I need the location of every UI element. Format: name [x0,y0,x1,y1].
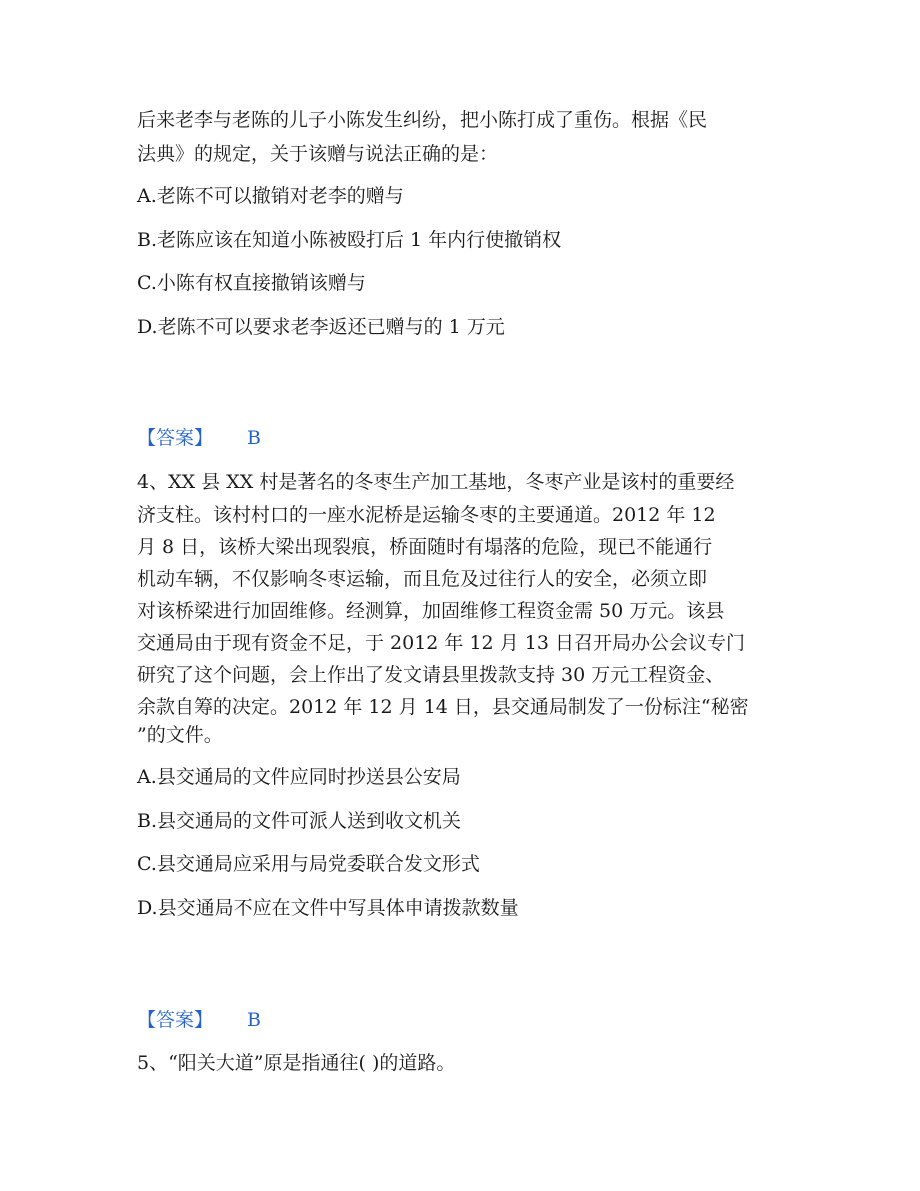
q4-option-d: D.县交通局不应在文件中写具体申请拨款数量 [137,897,519,919]
q4-answer [137,1008,261,1032]
q4-stem-line-1: 4、XX 县 XX 村是著名的冬枣生产加工基地，冬枣产业是该村的重要经 [137,471,735,493]
q4-stem-line-2: 济支柱。该村村口的一座水泥桥是运输冬枣的主要通道。2012 年 12 [137,504,716,526]
q5-stem-line-1: 5、“阳关大道”原是指通往( )的道路。 [137,1052,456,1074]
q4-stem-line-8: 余款自筹的决定。2012 年 12 月 14 日，县交通局制发了一份标注“秘密 [137,696,749,718]
q4-option-b: B.县交通局的文件可派人送到收文机关 [137,810,462,832]
answer-value: B [247,1009,261,1031]
answer-label: 【答案】 [137,1009,214,1031]
answer-value: B [247,427,261,449]
q4-stem-line-4: 机动车辆，不仅影响冬枣运输，而且危及过往行人的安全，必须立即 [137,568,708,590]
q4-stem-line-7: 研究了这个问题，会上作出了发文请县里拨款支持 30 万元工程资金、 [137,664,725,686]
q3-option-b: B.老陈应该在知道小陈被殴打后 1 年内行使撤销权 [137,229,562,251]
q4-stem-line-6: 交通局由于现有资金不足，于 2012 年 12 月 13 日召开局办公会议专门 [137,632,745,654]
q4-stem-line-9: ”的文件。 [137,724,223,746]
q4-stem-line-3: 月 8 日，该桥大梁出现裂痕，桥面随时有塌落的危险，现已不能通行 [137,536,713,558]
answer-label: 【答案】 [137,427,214,449]
q4-option-c: C.县交通局应采用与局党委联合发文形式 [137,853,480,875]
q3-stem-line-2: 法典》的规定，关于该赠与说法正确的是： [137,143,499,165]
q3-option-d: D.老陈不可以要求老李返还已赠与的 1 万元 [137,316,505,338]
q3-option-a: A.老陈不可以撤销对老李的赠与 [137,185,404,207]
q4-option-a: A.县交通局的文件应同时抄送县公安局 [137,766,461,788]
q4-stem-line-5: 对该桥梁进行加固维修。经测算，加固维修工程资金需 50 万元。该县 [137,600,725,622]
q3-option-c: C.小陈有权直接撤销该赠与 [137,272,366,294]
q3-stem-line-1: 后来老李与老陈的儿子小陈发生纠纷，把小陈打成了重伤。根据《民 [137,109,708,131]
q3-answer [137,426,261,450]
